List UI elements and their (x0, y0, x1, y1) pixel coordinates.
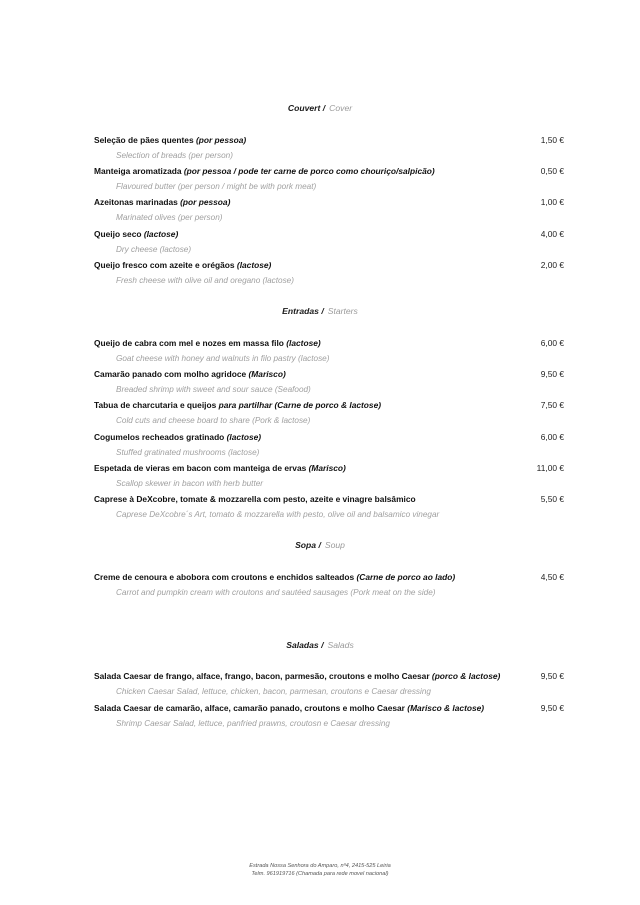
item-name: Salada Caesar de camarão, alface, camarão panado, croutons e molho Caesar (94, 703, 405, 713)
footer (0, 862, 640, 878)
item-translation: Cold cuts and cheese board to share (Pork & lactose) (116, 416, 311, 425)
menu-item (94, 229, 564, 254)
item-price: 9,50 € (540, 369, 564, 379)
menu-item (94, 463, 564, 488)
item-translation: Breaded shrimp with sweet and sour sauce (Seafood) (116, 385, 311, 394)
item-price: 1,50 € (540, 135, 564, 145)
footer-address: Estrada Nossa Senhora do Amparo, nº4, 2415-525 Leiria (249, 863, 391, 869)
item-price: 2,00 € (540, 260, 564, 270)
item-note: (lactose) (286, 338, 321, 348)
item-note: (porco & lactose) (431, 671, 501, 681)
item-price: 9,50 € (540, 703, 564, 713)
item-translation: Scallop skewer in bacon with herb butter (116, 479, 263, 488)
footer-phone: Telm. 961919716 (Chamada para rede movel nacional) (251, 871, 389, 877)
section-title-en: Cover (329, 103, 353, 113)
item-price: 7,50 € (540, 400, 564, 410)
item-note: (Marisco & lactose) (407, 703, 485, 713)
item-translation: Fresh cheese with olive oil and oregano (lactose) (116, 276, 294, 285)
item-price: 11,00 € (536, 463, 564, 473)
item-name: Queijo fresco com azeite e orégãos (94, 260, 235, 270)
item-note: (Marisco) (248, 369, 286, 379)
section-title-en: Starters (327, 306, 358, 316)
item-note: (Marisco) (308, 463, 346, 473)
item-translation: Shrimp Caesar Salad, lettuce, panfried prawns, croutosn e Caesar dressing (116, 719, 390, 728)
menu-item (94, 135, 564, 160)
item-price: 4,00 € (540, 229, 564, 239)
section-title-couvert (0, 103, 640, 113)
item-translation: Dry cheese (lactose) (116, 245, 192, 254)
item-name: Seleção de pães quentes (94, 135, 194, 145)
menu-item (94, 338, 564, 363)
item-price: 6,00 € (540, 432, 564, 442)
menu-item (94, 494, 564, 519)
item-name: Queijo seco (94, 229, 142, 239)
item-name: Manteiga aromatizada (94, 166, 182, 176)
item-note: (lactose) (143, 229, 179, 239)
item-name: Azeitonas marinadas (94, 197, 178, 207)
section-title-pt: Saladas / (286, 640, 324, 650)
item-translation: Caprese DeXcobre´s Art, tomato & mozzarella with pesto, olive oil and balsamico vinegar (116, 510, 440, 519)
item-price: 9,50 € (540, 671, 564, 681)
menu-item (94, 400, 564, 425)
section-title-pt: Entradas / (282, 306, 324, 316)
menu-item (94, 260, 564, 285)
menu-item (94, 197, 564, 222)
menu-item (94, 703, 564, 728)
item-translation: Goat cheese with honey and walnuts in filo pastry (lactose) (116, 354, 330, 363)
item-translation: Flavoured butter (per person / might be with pork meat) (116, 182, 317, 191)
item-note: (por pessoa) (195, 135, 247, 145)
item-note: (por pessoa) (180, 197, 231, 207)
item-translation: Stuffed gratinated mushrooms (lactose) (116, 448, 260, 457)
item-name: Espetada de vieras em bacon com manteiga de ervas (94, 463, 307, 473)
item-translation: Carrot and pumpkin cream with croutons and sautéed sausages (Pork meat on the side) (116, 588, 436, 597)
section-title-pt: Sopa / (295, 540, 321, 550)
item-name: Caprese à DeXcobre, tomate & mozzarella com pesto, azeite e vinagre balsâmico (94, 494, 416, 504)
item-price: 0,50 € (540, 166, 564, 176)
section-title-en: Salads (327, 640, 354, 650)
item-name: Creme de cenoura e abobora com croutons e enchidos salteados (94, 572, 355, 582)
item-price: 4,50 € (540, 572, 564, 582)
item-note: (Carne de porco ao lado) (356, 572, 456, 582)
item-price: 6,00 € (540, 338, 564, 348)
item-price: 5,50 € (540, 494, 564, 504)
menu-item (94, 572, 564, 597)
item-translation: Chicken Caesar Salad, lettuce, chicken, bacon, parmesan, croutons e Caesar dressing (116, 687, 431, 696)
item-translation: Marinated olives (per person) (116, 213, 223, 222)
section-title-entradas (0, 306, 640, 316)
item-note: (lactose) (236, 260, 272, 270)
menu-item (94, 432, 564, 457)
item-name: Cogumelos recheados gratinado (94, 432, 225, 442)
menu-item (94, 369, 564, 394)
menu-item (94, 671, 564, 696)
section-title-pt: Couvert / (287, 103, 326, 113)
item-name: Salada Caesar de frango, alface, frango, bacon, parmesão, croutons e molho Caesar (94, 671, 430, 681)
item-name: Tabua de charcutaria e queijos (94, 400, 217, 410)
item-note: (lactose) (226, 432, 262, 442)
menu-item (94, 166, 564, 191)
item-name: Queijo de cabra com mel e nozes em massa filo (94, 338, 284, 348)
item-note: para partilhar (Carne de porco & lactose) (218, 400, 382, 410)
item-name: Camarão panado com molho agridoce (94, 369, 247, 379)
section-title-en: Soup (324, 540, 345, 550)
item-note: (por pessoa / pode ter carne de porco como chouriço/salpicão) (183, 166, 435, 176)
section-title-sopa (0, 540, 640, 550)
item-translation: Selection of breads (per person) (116, 151, 233, 160)
item-price: 1,00 € (540, 197, 564, 207)
section-title-saladas (0, 640, 640, 650)
